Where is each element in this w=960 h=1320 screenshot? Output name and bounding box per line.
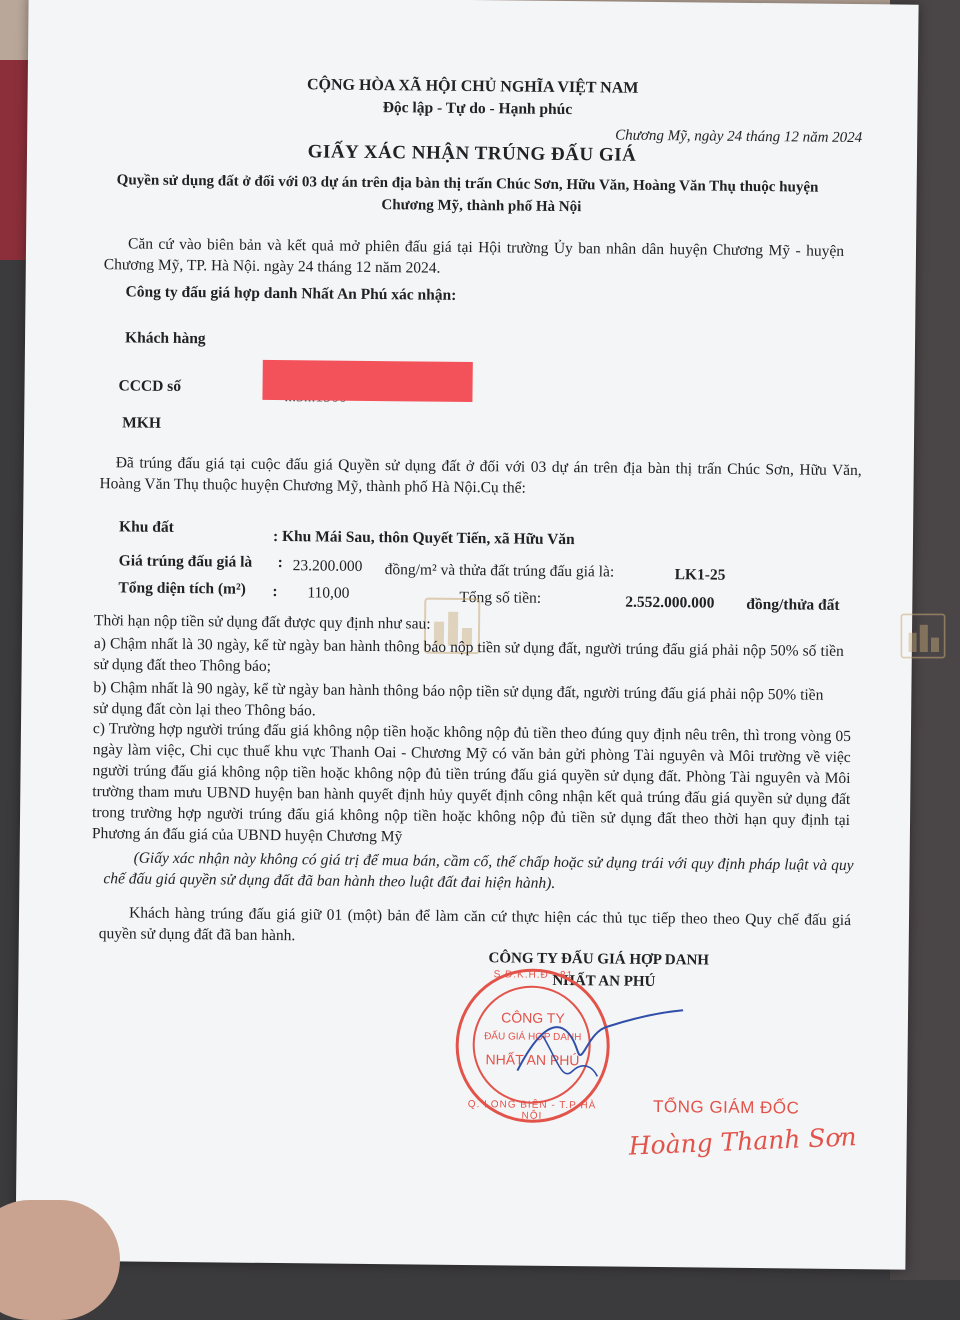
price-label: Giá trúng đấu giá là <box>118 552 253 571</box>
disclaimer-note: (Giấy xác nhận này không có giá trị để mua bán, cầm cố, thế chấp hoặc sử dụng trái với quy định pháp luật và quy chế đấu giá quyền sử dụng đất đã ban hành theo luật đất đai hiện hành). <box>103 849 854 892</box>
id-label: CCCD số <box>118 377 182 395</box>
total-area-label: Tổng diện tích (m²) <box>118 579 246 598</box>
company-name-line1: CÔNG TY ĐẤU GIÁ HỢP DANH <box>488 950 710 969</box>
handwritten-signature <box>487 990 688 1102</box>
redaction-box <box>262 360 472 402</box>
payment-intro: Thời hạn nộp tiền sử dụng đất được quy định như sau: <box>94 612 431 633</box>
seal-bottom-text: Q. LONG BIÊN - T.P HÀ NỘI <box>467 1099 597 1122</box>
signer-name: Hoàng Thanh Sơn <box>628 1122 858 1161</box>
price-unit: đồng/m² và thửa đất trúng đấu giá là: <box>384 561 615 581</box>
basis-paragraph: Căn cứ vào biên bản và kết quả mở phiên đấu giá tại Hội trường Ủy ban nhân dân huyện Chương Mỹ - huyện Chương Mỹ, TP. Hà Nội. ngày 24 tháng 12 năm 2024. <box>103 235 845 277</box>
seal-top-text: S.Đ.K.H.Đ : 81 <box>493 969 574 982</box>
mkh-label: MKH <box>122 414 162 432</box>
motto: Độc lập - Tự do - Hạnh phúc <box>382 99 573 119</box>
confirm-line: Công ty đấu giá hợp danh Nhất An Phú xác nhận: <box>125 283 457 304</box>
total-area-value: 110,00 <box>307 584 350 602</box>
area-value: : Khu Mái Sau, thôn Quyết Tiến, xã Hữu Văn <box>272 527 575 549</box>
payment-item-a: a) Chậm nhất là 30 ngày, kể từ ngày ban hành thông báo nộp tiền sử dụng đất, người trúng đấu giá phải nộp 50% số tiền sử dụng đất theo Thông báo; <box>93 635 844 675</box>
holding-thumb <box>0 1200 120 1320</box>
watermark-logo-edge <box>901 614 946 659</box>
auction-certificate-paper <box>15 0 918 1270</box>
company-name-line2: NHẤT AN PHÚ <box>552 972 656 990</box>
document-subtitle-line2: Chương Mỹ, thành phố Hà Nội <box>381 197 582 216</box>
place-date: Chương Mỹ, ngày 24 tháng 12 năm 2024 <box>615 127 863 147</box>
total-money-unit: đồng/thửa đất <box>746 595 840 614</box>
director-title: TỔNG GIÁM ĐỐC <box>652 1096 800 1118</box>
seal-line2: ĐẤU GIÁ HỢP DANH <box>484 1031 582 1044</box>
payment-item-c: c) Trường hợp người trúng đấu giá không nộp tiền hoặc không nộp đủ tiền theo đúng quy định nêu trên, thì trong vòng 05 ngày làm việc, Chi cục thuế khu vực Thanh Oai - Chương Mỹ có văn bản gửi phòng Tài nguyên và Môi trường về việc người trúng đấu giá không nộp tiền hoặc không nộp đủ tiền trúng đấu giá quyền sử dụng đất. Phòng Tài nguyên và Môi trường tham mưu UBND huyện ban hành quyết định hủy quyết định công nhận kết quả trúng đấu giá quyền sử dụng đất trong trường hợp người trúng đấu giá không nộp tiền hoặc không nộp đủ tiền sử dụng đất theo thời hạn quy định tại Phương án đấu giá của UBND huyện Chương Mỹ <box>91 720 852 846</box>
total-money-value: 2.552.000.000 <box>625 593 715 612</box>
seal-line3: NHẤT AN PHÚ <box>485 1051 580 1069</box>
customer-label: Khách hàng <box>124 329 206 348</box>
payment-item-b: b) Chậm nhất là 90 ngày, kể từ ngày ban hành thông báo nộp tiền sử dụng đất, người trúng đấu giá phải nộp 50% tiền sử dụng đất còn lại theo Thông báo. <box>93 679 824 720</box>
result-statement: Đã trúng đấu giá tại cuộc đấu giá Quyền sử dụng đất ở đối với 03 dự án trên địa bàn thị trấn Chúc Sơn, Hữu Văn, Hoàng Văn Thụ thuộc huyện Chương Mỹ, thành phố Hà Nội.Cụ thể: <box>99 454 862 497</box>
lot-code: LK1-25 <box>674 566 726 584</box>
keep-copy-note: Khách hàng trúng đấu giá giữ 01 (một) bản để làm căn cứ thực hiện các thủ tục tiếp theo theo Quy chế đấu giá quyền sử dụng đất đã ban hành. <box>98 904 852 945</box>
country-heading: CỘNG HÒA XÃ HỘI CHỦ NGHĨA VIỆT NAM <box>306 76 639 97</box>
price-value: 23.200.000 <box>292 557 363 575</box>
total-area-colon: : <box>272 582 278 601</box>
area-label: Khu đất <box>118 518 174 536</box>
document-title: GIẤY XÁC NHẬN TRÚNG ĐẤU GIÁ <box>307 141 637 166</box>
document-subtitle-line1: Quyền sử dụng đất ở đối với 03 dự án trên địa bàn thị trấn Chúc Sơn, Hữu Văn, Hoàng Văn Thụ thuộc huyện <box>116 172 819 196</box>
total-money-label: Tổng số tiền: <box>459 588 542 607</box>
seal-line1: CÔNG TY <box>501 1009 565 1027</box>
price-colon: : <box>277 554 283 572</box>
